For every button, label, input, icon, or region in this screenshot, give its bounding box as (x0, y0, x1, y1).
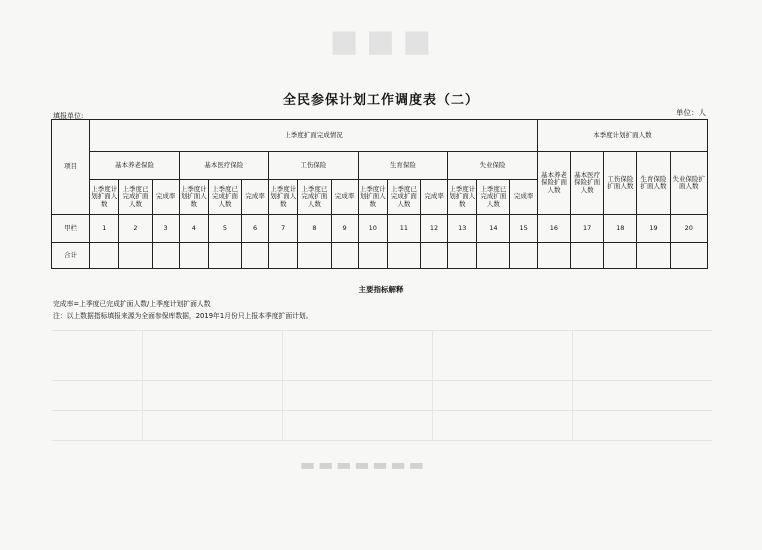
sub-planned: 上季度计划扩面人数 (90, 180, 119, 215)
col-number: 6 (242, 215, 269, 243)
header-medical: 基本医疗保险 (179, 152, 268, 180)
header-pension: 基本养老保险 (90, 152, 179, 180)
header-this-quarter: 本季度计划扩面人数 (537, 120, 707, 152)
header-unemployment: 失业保险 (448, 152, 538, 180)
bleed-through-mark: ■■■ (330, 24, 440, 59)
page-title: 全民参保计划工作调度表（二） (282, 93, 479, 108)
row-label-jialan: 甲栏 (52, 215, 90, 243)
sub-planned: 上季度计划扩面人数 (179, 180, 208, 215)
col-number: 10 (358, 215, 387, 243)
col-number: 4 (179, 215, 208, 243)
col-number: 13 (448, 215, 477, 243)
sub-completed: 上季度已完成扩面人数 (298, 180, 331, 215)
col-number: 20 (670, 215, 707, 243)
sub-planned: 上季度计划扩面人数 (358, 180, 387, 215)
col-number: 2 (119, 215, 152, 243)
bleed-through-heading: ▬▬▬▬▬▬▬ (300, 455, 427, 474)
sub-rate: 完成率 (331, 180, 358, 215)
fill-unit-label: 填报单位: (53, 112, 84, 120)
col-number: 3 (152, 215, 179, 243)
col-number: 18 (604, 215, 637, 243)
unit-label: 单位：人 (676, 108, 706, 117)
section-title: 主要指标解释 (358, 285, 404, 294)
sub-planned: 上季度计划扩面人数 (269, 180, 298, 215)
schedule-table (51, 119, 708, 269)
col-number: 5 (208, 215, 241, 243)
header-injury: 工伤保险 (269, 152, 358, 180)
col-number: 19 (637, 215, 670, 243)
header-plan-medical: 基本医疗保险扩面人数 (571, 152, 604, 215)
col-number: 1 (90, 215, 119, 243)
header-maternity: 生育保险 (358, 152, 447, 180)
header-last-quarter: 上季度扩面完成情况 (90, 120, 538, 152)
col-number: 8 (298, 215, 331, 243)
col-number: 15 (510, 215, 537, 243)
col-number: 12 (421, 215, 448, 243)
col-number: 7 (269, 215, 298, 243)
sub-completed: 上季度已完成扩面人数 (387, 180, 420, 215)
table-row (52, 215, 708, 243)
col-number: 14 (477, 215, 510, 243)
note-source: 注：以上数据指标填报来源为全面参保库数据，2019年1月份只上报本季度扩面计划。 (53, 312, 313, 320)
note-rate: 完成率=上季度已完成扩面人数/上季度计划扩面人数 (53, 300, 211, 308)
header-plan-unemployment: 失业保险扩面人数 (670, 152, 707, 215)
col-number: 17 (571, 215, 604, 243)
bleed-through-grid (52, 300, 712, 460)
header-plan-pension: 基本养老保险扩面人数 (537, 152, 570, 215)
header-plan-maternity: 生育保险扩面人数 (637, 152, 670, 215)
sub-completed: 上季度已完成扩面人数 (208, 180, 241, 215)
table-row (52, 243, 708, 269)
col-number: 11 (387, 215, 420, 243)
col-number: 9 (331, 215, 358, 243)
row-label-total: 合计 (52, 243, 90, 269)
col-number: 16 (537, 215, 570, 243)
sub-completed: 上季度已完成扩面人数 (119, 180, 152, 215)
header-plan-injury: 工伤保险扩面人数 (604, 152, 637, 215)
sub-rate: 完成率 (152, 180, 179, 215)
sub-rate: 完成率 (421, 180, 448, 215)
sub-planned: 上季度计划扩面人数 (448, 180, 477, 215)
sub-completed: 上季度已完成扩面人数 (477, 180, 510, 215)
header-project: 项目 (52, 120, 90, 215)
sub-rate: 完成率 (242, 180, 269, 215)
sub-rate: 完成率 (510, 180, 537, 215)
